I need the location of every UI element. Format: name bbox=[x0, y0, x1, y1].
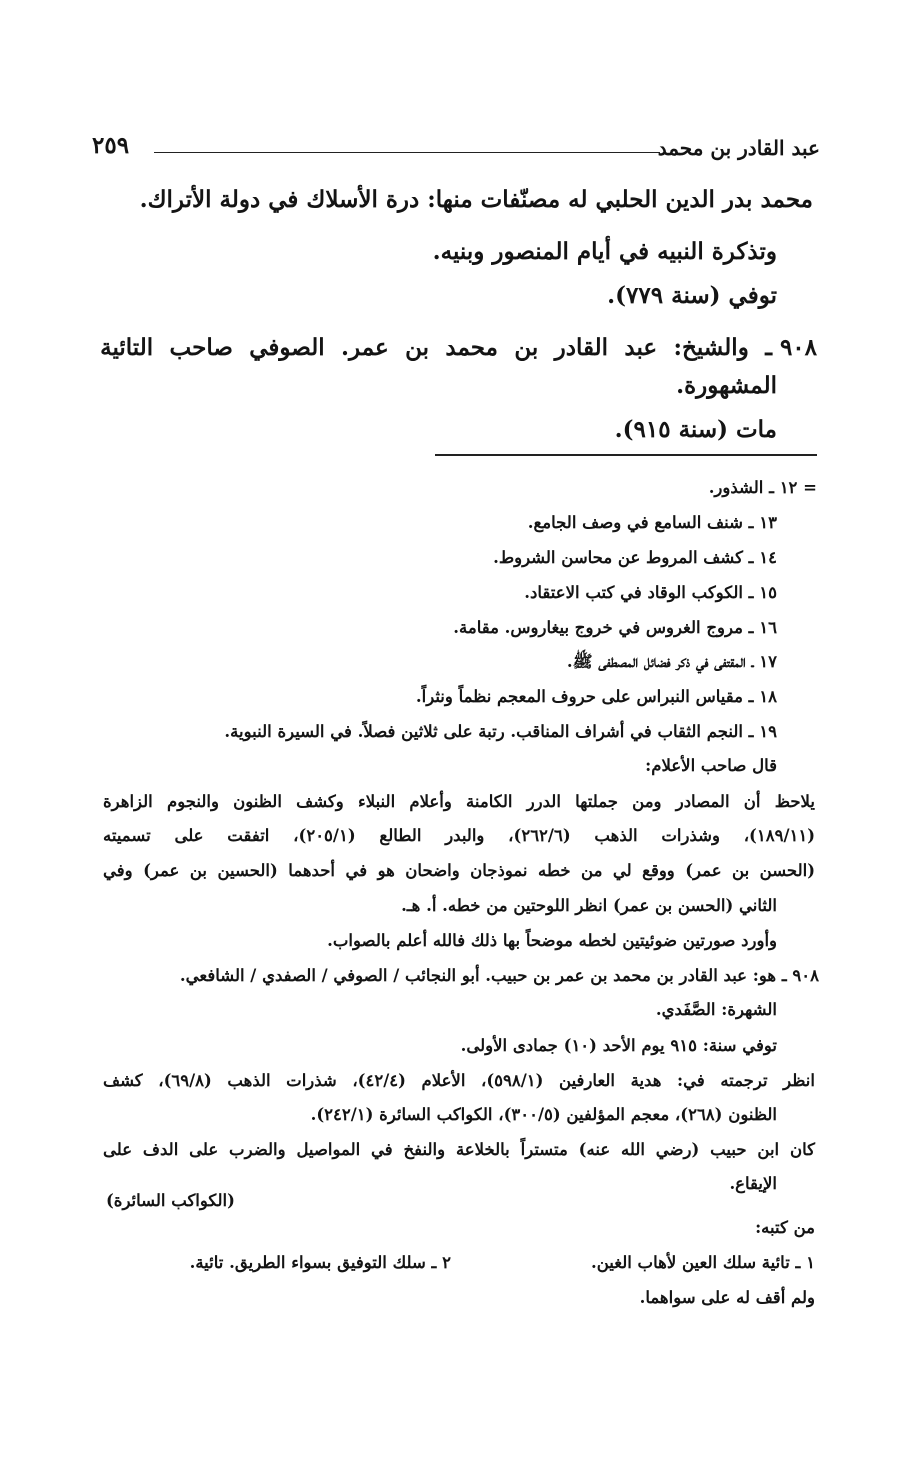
fame-line: الشهرة: الصَّفَدي. bbox=[655, 1000, 777, 1019]
main-line-2: وتذكرة النبيه في أيام المنصور وبنيه. bbox=[432, 238, 777, 265]
main-entry-row bbox=[100, 334, 817, 361]
page-number: ٢٥٩ bbox=[92, 132, 130, 159]
header-title: عبد القادر بن محمد bbox=[657, 136, 820, 160]
closing-line: ولم أقف له على سواهما. bbox=[639, 1288, 815, 1307]
header-rule bbox=[154, 152, 660, 153]
footnote-list-item: ١٣ ـ شنف السامع في وصف الجامع. bbox=[527, 513, 777, 532]
entry-word: القادر bbox=[554, 334, 608, 361]
footnote-list-item: ١٧ ـ المقتفى في ذكر فضائل المصطفى ﷺ. bbox=[566, 652, 777, 671]
note-line: الثاني (الحسن بن عمر) انظر اللوحتين من خطه. أ. هـ. bbox=[401, 896, 777, 915]
entry-number: ٩٠٨ ـ bbox=[765, 334, 817, 361]
note-line: يلاحظ أن المصادر ومن جملتها الدرر الكامنة وأعلام النبلاء وكشف الظنون والنجوم الزاهرة bbox=[103, 792, 815, 811]
note-line: (الحسن بن عمر) ووقع لي من خطه نموذجان واضحان هو في أحدهما (الحسين بن عمر) وفي bbox=[103, 861, 815, 880]
main-line-6: مات (سنة ٩١٥). bbox=[614, 416, 777, 443]
main-line-5: المشهورة. bbox=[676, 372, 777, 399]
entry-word: عبد bbox=[624, 334, 658, 361]
note-line: وأورد صورتين ضوئيتين لخطه موضحاً بها ذلك فالله أعلم بالصواب. bbox=[327, 931, 777, 950]
footnote-separator bbox=[435, 454, 817, 456]
refs-line: الظنون (٢٦٨)، معجم المؤلفين (٣٠٠/٥)، الكواكب السائرة (٢٤٢/١). bbox=[310, 1105, 777, 1124]
entry-word: محمد bbox=[445, 334, 498, 361]
entry-word: والشيخ: bbox=[673, 334, 749, 361]
footnote-list-item: ١٥ ـ الكوكب الوقاد في كتب الاعتقاد. bbox=[524, 583, 777, 602]
book-item: ٢ ـ سلك التوفيق بسواء الطريق. تائية. bbox=[189, 1253, 451, 1272]
footnote-list-item: = ١٢ ـ الشذور. bbox=[708, 478, 817, 497]
refs-line: انظر ترجمته في: هدية العارفين (٥٩٨/١)، الأعلام (٤٢/٤)، شذرات الذهب (٦٩/٨)، كشف bbox=[103, 1071, 815, 1090]
running-header bbox=[92, 132, 820, 168]
footnote-list-item: ١٩ ـ النجم الثقاب في أشراف المناقب. رتبة على ثلاثين فصلاً. في السيرة النبوية. bbox=[224, 722, 777, 741]
books-label: من كتبه: bbox=[755, 1218, 815, 1237]
main-line-3: توفي (سنة ٧٧٩). bbox=[607, 282, 777, 309]
footnote-entry-line: ٩٠٨ ـ هو: عبد القادر بن محمد بن عمر بن حبيب. أبو النجائب / الصوفي / الصفدي / الشافعي. bbox=[179, 966, 819, 985]
entry-word: صاحب bbox=[169, 334, 233, 361]
entry-word: عمر. bbox=[341, 334, 389, 361]
source-citation: (الكواكب السائرة) bbox=[106, 1191, 235, 1210]
entry-word: بن bbox=[514, 334, 539, 361]
footnote-list-item: ١٨ ـ مقياس النبراس على حروف المعجم نظماً ونثراً. bbox=[415, 687, 777, 706]
entry-word: بن bbox=[405, 334, 430, 361]
footnote-list-item: قال صاحب الأعلام: bbox=[645, 756, 777, 775]
entry-word: التائية bbox=[100, 334, 154, 361]
kawakib-line: الإيقاع. bbox=[729, 1174, 777, 1193]
footnote-list-item: ١٤ ـ كشف المروط عن محاسن الشروط. bbox=[493, 548, 777, 567]
footnote-list-item: ١٦ ـ مروج الغروس في خروج بيغاروس. مقامة. bbox=[453, 618, 777, 637]
note-line: (١٨٩/١١)، وشذرات الذهب (٢٦٢/٦)، والبدر الطالع (٢٠٥/١)، اتفقت على تسميته bbox=[103, 826, 816, 845]
death-line: توفي سنة: ٩١٥ يوم الأحد (١٠) جمادى الأولى. bbox=[460, 1036, 777, 1055]
entry-word: الصوفي bbox=[249, 334, 325, 361]
kawakib-line: كان ابن حبيب (رضي الله عنه) متستراً بالخلاعة والنفخ في المواصيل والضرب على الدف على bbox=[103, 1140, 815, 1159]
main-line-1: محمد بدر الدين الحلبي له مصنّفات منها: درة الأسلاك في دولة الأتراك. bbox=[139, 186, 813, 213]
book-item: ١ ـ تائية سلك العين لأهاب الغين. bbox=[590, 1253, 815, 1272]
